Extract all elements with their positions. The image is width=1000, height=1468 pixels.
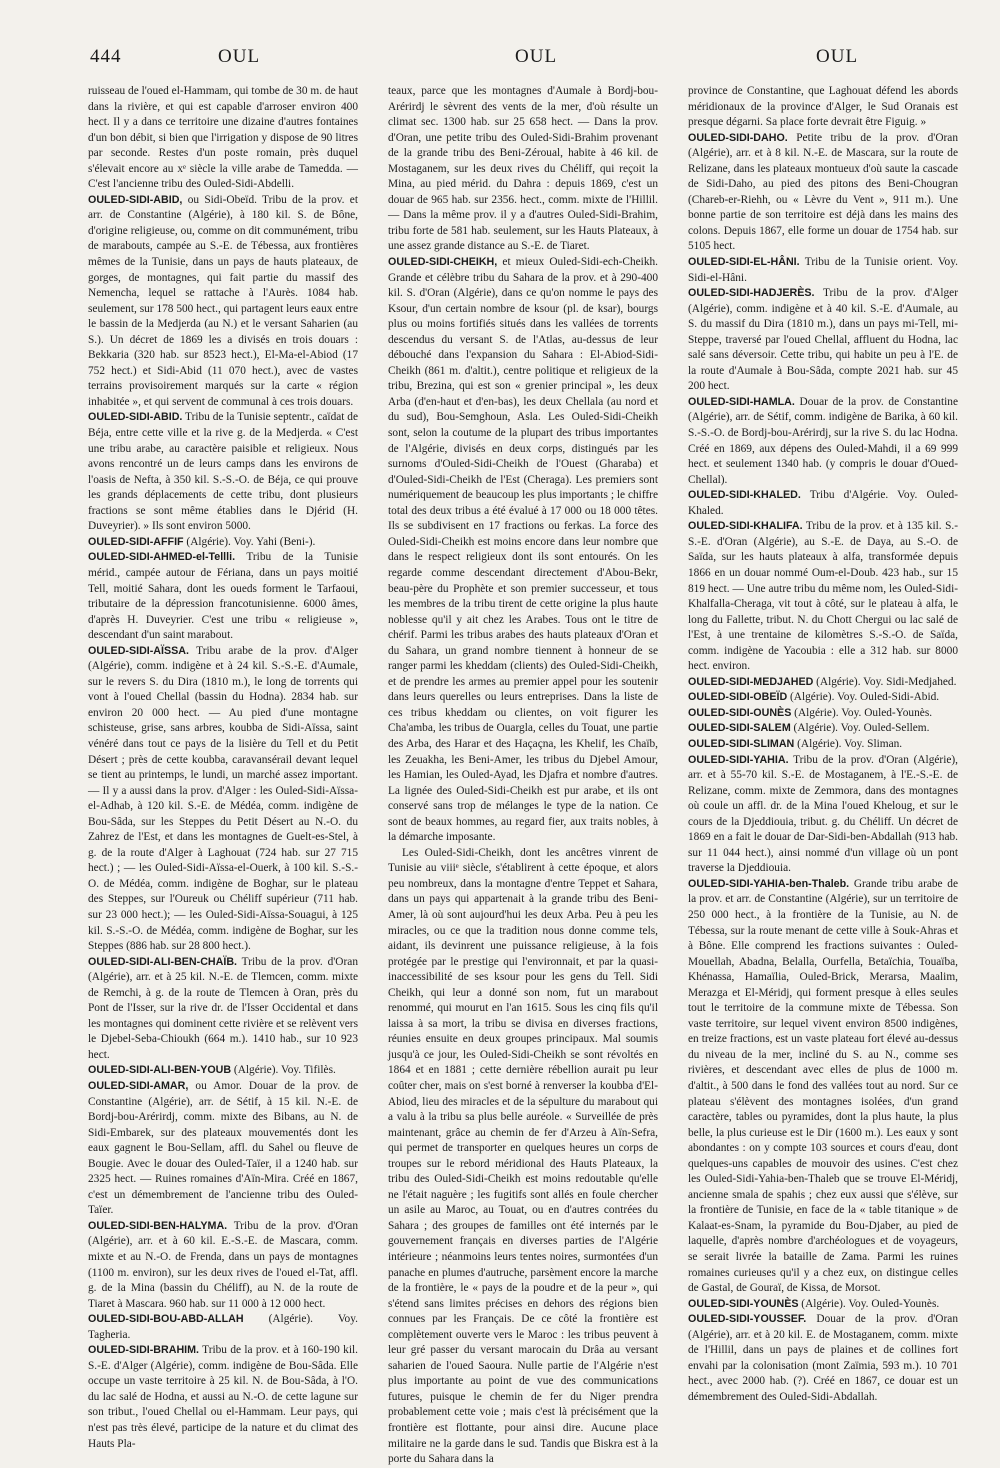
entry-text: (Algérie). Voy. Ouled-Younès. [791, 706, 933, 719]
entry-text: Tribu de la prov. d'Oran (Algérie), arr. et à 55-70 kil. S.-E. de Mostaganem, à l'E.-S.-E. de Relizane, comm. mixte de Zemmora, dans des montagnes où coule un affl. dr. de la Mina l'oued Kheloug, et sur le cours de la Djeddiouia, tribut. g. du Chéliff. Un décret de 1869 en a fait le douar de Dar-Sidi-ben-Abdallah (913 hab. sur 11 044 hect.), ainsi nommé d'un village où un pont traverse la Djeddiouia. [688, 753, 958, 875]
dictionary-entry [88, 550, 358, 643]
entry-headword: OULED-SIDI-AHMED-el-Tellli. [88, 551, 236, 564]
dictionary-entry [88, 84, 358, 193]
entry-headword: OULED-SIDI-HADJERÈS. [688, 287, 815, 300]
entry-text: Tribu de la Tunisie septentr., caïdat de Béja, entre cette ville et la rive g. de la Medjerda. « C'est une tribu arabe, au caractère paisible et religieux. Nous avons rencontré un de leurs camps dans les environs de l'oasis de Nefta, à 350 kil. S.-S.-O. de Béja, ce qui prouve les grands déplacements de cette tribu, dont plusieurs fractions se sont même établies dans le Djérid (H. Duveyrier). » Ils sont environ 5000. [88, 411, 358, 533]
entry-headword: OULED-SIDI-ALI-BEN-CHAÏB. [88, 955, 238, 968]
dictionary-entry [688, 1297, 958, 1313]
entry-text: Tribu d'Algérie. Voy. Ouled-Khaled. [688, 489, 958, 517]
entry-headword: OULED-SIDI-DAHO. [688, 131, 788, 144]
running-head-middle: OUL [515, 46, 558, 67]
dictionary-entry [388, 846, 658, 1468]
dictionary-entry [88, 1063, 358, 1079]
dictionary-entry [388, 84, 658, 255]
entry-text: Douar de la prov. d'Oran (Algérie), arr. et à 20 kil. E. de Mostaganem, comm. mixte de l'Hillil, dans un pays de plaines et de collines fort envahi par la colonisation (mont Zaïmia, 593 m.). 10 701 hect., avec 2000 hab. (?). Créé en 1867, ce douar est un démembrement des Ouled-Sidi-Abdallah. [688, 1313, 958, 1403]
entry-text: (Algérie). Voy. Sliman. [794, 737, 903, 750]
dictionary-entry [88, 1079, 358, 1219]
entry-text: (Algérie). Voy. Ouled-Sidi-Abid. [787, 691, 940, 704]
entry-headword: OULED-SIDI-HAMLA. [688, 395, 795, 408]
text-column-middle [388, 84, 658, 1466]
entry-headword: OULED-SIDI-MEDJAHED [688, 675, 814, 688]
dictionary-entry [688, 1312, 958, 1405]
entry-text: province de Constantine, que Laghouat défend les abords méridionaux de la province d'Alger, le Sud Oranais est presque dégarni. Sa place forte devrait être Figuig. » [688, 85, 958, 129]
entry-text: Tribu de la prov. et à 160-190 kil. S.-E. d'Alger (Algérie), comm. indigène de Bou-Sâda. Elle occupe un vaste territoire à 25 kil. N. de Bou-Sâda, à l'O. du lac salé de Hodna, et aussi au N.-O. de cette lagune sur son tribut., l'oued Chellal ou el-Hammam. Leur pays, qui n'est pas très élevé, participe de la nature et du climat des Hauts Pla- [88, 1344, 358, 1450]
dictionary-entry [688, 131, 958, 255]
dictionary-entry [688, 488, 958, 519]
dictionary-entry [88, 410, 358, 534]
page-number: 444 [90, 46, 122, 67]
entry-text: Tribu de la prov. d'Oran (Algérie), arr. et à 60 kil. E.-S.-E. de Mascara, comm. mixte et au N.-O. de Frenda, dans un pays de montagnes (1100 m. environ), sur les deux rives de l'oued el-Tat, affl. g. de la Mina (bassin du Chéliff), au N. de la route de Tiaret à Mascara. 960 hab. sur 11 000 à 12 000 hect. [88, 1219, 358, 1310]
dictionary-entry [88, 193, 358, 411]
entry-headword: OULED-SIDI-YAHIA. [688, 753, 789, 766]
dictionary-entry [688, 675, 958, 691]
dictionary-entry [88, 1343, 358, 1452]
entry-text: (Algérie). Voy. Ouled-Younès. [798, 1297, 940, 1310]
dictionary-entry [688, 690, 958, 706]
dictionary-entry [88, 535, 358, 551]
dictionary-entry [388, 255, 658, 846]
entry-text: Tribu de la prov. et à 135 kil. S.-S.-E. d'Oran (Algérie), au S.-E. de Daya, au S.-O. de Saïda, sur les hauts plateaux à alfa, transformée depuis 1866 en un douar nommé Oum-el-Doub. 423 hab., sur 15 819 hect. — Une autre tribu du même nom, les Ouled-Sidi-Khalfalla-Cheraga, vit tout à côté, sur le plateau à alfa, le long du Fallette, tribut. N. du Chott Chergui ou lac salé de l'Est, à une trentaine de kilomètres S.-S.-O. de Saïda, comm. indigène de Yacoubia : elle a 312 hab. sur 8000 hect. environ. [688, 520, 958, 673]
entry-headword: OULED-SIDI-SALEM [688, 722, 791, 735]
dictionary-entry [688, 721, 958, 737]
dictionary-entry [88, 955, 358, 1064]
entry-text: Tribu de la prov. d'Alger (Algérie), comm. indigène et à 40 kil. S.-E. d'Aumale, au S. du massif du Dira (1810 m.), dans un pays mi-Tell, mi-Steppe, traversé par l'oued Chellal, affluent du Hodna, lac salé sans déversoir. Cette tribu, qui habite un peu à l'E. de la route d'Aumale à Bou-Sâda, compte 2021 hab. sur 45 200 hect. [688, 287, 958, 393]
entry-text: Les Ouled-Sidi-Cheikh, dont les ancêtres vinrent de Tunisie au viiiᵉ siècle, s'établirent à cette époque, et alors peu nombreux, dans la montagne d'entre Teppet et Sahara, dans un pays qui appartenait à la grande tribu des Beni-Amer, là où sont aujourd'hui les deux Arba. Peu à peu les miracles, ou ce que la tradition nous donne comme tels, aidant, ils devinrent une puissance religieuse, à la fois protégée par le prestige qui l'environnait, et par la quasi-inaccessibilité de ses ksour pour les gens du Tell. Sidi Cheikh, qui leur a donné son nom, fut un marabout renommé, qui mourut en l'an 1615. Sous les cinq fils qu'il laissa à sa mort, la tribu se divisa en diverses fractions, réunies ensuite en deux groupes principaux. Mal soumis jusqu'à ce jour, les Ouled-Sidi-Cheikh se sont révoltés en 1864 et en 1881 ; cette dernière rébellion aurait pu leur coûter cher, mais on s'est borné à renverser la koubba d'El-Abiod, lieu des miracles et de la sépulture du marabout qui a valu à la tribu sa plus belle auréole. « Surveillée de près maintenant, grâce au chemin de fer d'Arzeu à Aïn-Sefra, qui permet de transporter en quelques heures un corps de troupes sur le rebord méridional des Hauts Plateaux, la tribu des Ouled-Sidi-Cheikh est moins redoutable qu'elle ne l'était naguère ; les fugitifs sont allés en foule chercher un asile au Maroc, au Touat, ou en d'autres contrées du Sahara ; des groupes de familles ont été internés par le gouvernement français en diverses parties de l'Algérie intérieure ; néanmoins leurs tentes noires, surmontées d'un panache en plumes d'autruche, parsèment encore la marche de la frontière, le « pays de la poudre et de la peur », qui s'étend sans limites précises en dehors des régions bien connues par les Français. De ce côté la frontière est complètement ouverte vers le Maroc : les tribus peuvent à leur gré passer du versant marocain du Drâa au versant saharien de l'oued Saoura. Nulle partie de l'Algérie n'est plus importante au point de vue des communications futures, puisque le chemin de fer du Niger prendra probablement cette voie ; mais c'est là précisément que la frontière est flottante, pour ainsi dire. Aucune place militaire ne la garde dans le sud. Tandis que Biskra est à la porte du Sahara dans la [388, 846, 658, 1466]
entry-headword: OULED-SIDI-AMAR, [88, 1080, 189, 1092]
dictionary-entry [688, 737, 958, 753]
entry-text: ou Sidi-Obeïd. Tribu de la prov. et arr. de Constantine (Algérie), à 180 kil. S. de Bône, d'origine religieuse, ou, comme on dit communément, tribu de marabouts, campée au S.-E. de Tébessa, aux frontières mêmes de la Tunisie, dans un pays de hauts plateaux, de gorges, de montagnes, qui fait partie du massif des Nemencha, lequel se rattache à l'Aurès. 1084 hab. seulement, sur 178 500 hect., qui partagent leurs eaux entre le bassin de la Medjerda (au N.) et le versant Saharien (au S.). Un décret de 1869 les a divisés en trois douars : Bekkaria (320 hab. sur 8523 hect.), El-Ma-el-Abiod (17 752 hect.) et Sidi-Abid (11 070 hect.), avec de vastes terrains provisoirement marqués sur la carte « région inhabitée », et qui servent de communal à ces trois douars. [88, 193, 358, 408]
running-head-left: OUL [218, 46, 261, 67]
entry-headword: OULED-SIDI-ABID. [88, 411, 183, 424]
entry-text: Tribu de la Tunisie mérid., campée autour de Fériana, dans un pays moitié Tell, moitié Sahara, dont les oueds forment le Tarfaoui, tributaire de la dépression francotunisienne. 6000 âmes, d'après H. Duveyrier. C'est une tribu « religieuse », descendant d'un saint marabout. [88, 551, 358, 642]
entry-text: (Algérie). Voy. Ouled-Sellem. [790, 722, 930, 735]
entry-text: Grande tribu arabe de la prov. et arr. de Constantine (Algérie), sur un territoire de 250 000 hect., à la frontière de la Tunisie, au N. de Tébessa, sur la route menant de cette ville à Souk-Ahras et à Bône. Elle comprend les fractions suivantes : Ouled-Mouellah, Abadna, Belalla, Ourfella, Betaïchia, Touaïba, Khénassa, Hamaïlia, Ouled-Brick, Merarsa, Maalim, Merazga et El-Méridj, qui forment presque à elles seules tout le territoire de la commune mixte de Tébessa. Son vaste territoire, sur lequel vivent environ 8500 indigènes, en treize fractions, est un vaste plateau fort élevé au-dessus du niveau de la mer, incliné du S. au N., comme ses rivières, et descendant avec elles de plus de 1000 m. d'altit., à 500 dans le fond des vallées tout au nord. Sur ce plateau s'élèvent des montagnes isolées, d'un grand caractère, tables ou pyramides, dont la plus haute, la plus belle, la plus curieuse est le Dir (1600 m.). Les eaux y sont abondantes : on y compte 103 sources et cours d'eau, dont quelques-uns capables de mouvoir des usines. C'est chez les Ouled-Sidi-Yahia-ben-Thaleb que se trouve El-Méridj, ancienne smala de spahis ; chez eux aussi que s'élève, sur la frontière de Tunisie, en face de la « table titanique » de Kalaat-es-Snam, la pyramide du Bou-Djaber, au pied de laquelle, d'après nombre d'archéologues et de voyageurs, se serait livrée la bataille de Zama. Parmi les ruines romaines curieuses qu'il y a chez eux, on distingue celles de Gastal, de Gouraï, de Kissa, de Morsot. [688, 877, 958, 1295]
entry-text: Petite tribu de la prov. d'Oran (Algérie), arr. et à 8 kil. N.-E. de Mascara, sur la route de Relizane, dans les plateaux montueux d'où saute la cascade de Sidi-Daho, au pied des pitons des Beni-Chougran (Chareb-er-Riehh, ou « Lèvre du Vent », 911 m.). Une bonne partie de son territoire est déjà dans les mains des colons. Depuis 1867, elle forme un douar de 1754 hab. sur 5105 hect. [688, 131, 958, 253]
entry-text: (Algérie). Voy. Tifilès. [231, 1064, 336, 1077]
entry-text: Tribu de la prov. d'Oran (Algérie), arr. et à 25 kil. N.-E. de Tlemcen, comm. mixte de Remchi, à g. de la route de Tlemcen à Oran, près du Pont de l'Isser, sur la rive dr. de l'Isser Occidental et dans les montagnes qui dominent cette rivière et se relèvent vers le Djebel-Seba-Chioukh (664 m.). 1410 hab., sur 10 923 hect. [88, 955, 358, 1061]
entry-headword: OULED-SIDI-OUNÈS [688, 706, 792, 719]
entry-headword: OULED-SIDI-AÏSSA. [88, 644, 189, 657]
entry-text: (Algérie). Voy. Tagheria. [88, 1313, 358, 1341]
entry-text: (Algérie). Voy. Sidi-Medjahed. [813, 675, 957, 688]
dictionary-entry [688, 753, 958, 877]
entry-text: teaux, parce que les montagnes d'Aumale à Bordj-bou-Arérirdj le sèvrent des vents de la mer, d'où résulte un climat sec. 1300 hab. sur 25 658 hect. — Dans la prov. d'Oran, une petite tribu des Ouled-Sidi-Brahim provenant de la grande tribu des Beni-Zéroual, habite à 46 kil. de Mostaganem, sur les deux rives du Chéliff, qui reçoit la Mina, au pied mérid. du Dahra : depuis 1869, c'est un douar de 965 hab. sur 2356. hect., comm. mixte de l'Hillil. — Dans la même prov. il y a d'autres Ouled-Sidi-Brahim, tribu forte de 581 hab. seulement, sur les Hauts Plateaux, à une assez grande distance au S.-E. de Tiaret. [388, 85, 658, 253]
entry-headword: OULED-SIDI-AFFIF [88, 535, 184, 548]
entry-text: Tribu de la Tunisie orient. Voy. Sidi-el-Hâni. [688, 256, 958, 284]
entry-headword: OULED-SIDI-SLIMAN [688, 737, 795, 750]
dictionary-entry [688, 877, 958, 1297]
entry-headword: OULED-SIDI-CHEIKH, [388, 256, 498, 269]
entry-headword: OULED-SIDI-KHALED. [688, 489, 801, 502]
entry-headword: OULED-SIDI-BRAHIM. [88, 1344, 200, 1357]
entry-text: (Algérie). Voy. Yahi (Beni-). [183, 535, 316, 548]
entry-headword: OULED-SIDI-OBEÏD [688, 691, 788, 704]
entry-headword: OULED-SIDI-EL-HÂNI. [688, 256, 800, 269]
dictionary-entry [688, 84, 958, 131]
dictionary-entry [688, 519, 958, 674]
entry-text: ou Amor. Douar de la prov. de Constantine (Algérie), arr. de Sétif, à 15 kil. N.-E. de Bordj-bou-Arérirdj, comm. mixte des Bibans, au N. de Sidi-Embarek, sur des plateaux mouvementés dont les eaux gagnent le Bou-Sellam, affl. du Sahel ou fleuve de Bougie. Avec le douar des Ouled-Taïer, il a 1240 hab. sur 2325 hect. — Ruines romaines d'Aïn-Mira. Créé en 1867, c'est un démembrement de l'ancienne tribu des Ouled-Taïer. [88, 1080, 358, 1217]
entry-text: ruisseau de l'oued el-Hammam, qui tombe de 30 m. de haut dans la rivière, et qui est capable d'arroser environ 400 hect. Il y a dans ce territoire une dizaine d'autres fontaines d'un bon débit, si bien que l'irrigation y dispose de 90 litres par seconde. Restes d'un poste romain, près duquel s'élevait encore au xᵉ siècle la ville arabe de Tamedda. — C'est l'ancienne tribu des Ouled-Sidi-Abdelli. [88, 85, 358, 191]
dictionary-entry [688, 255, 958, 286]
entry-headword: OULED-SIDI-YOUNÈS [688, 1297, 799, 1310]
entry-headword: OULED-SIDI-YOUSSEF. [688, 1313, 807, 1326]
entry-headword: OULED-SIDI-BOU-ABD-ALLAH [88, 1313, 244, 1326]
entry-text: Douar de la prov. de Constantine (Algérie), arr. de Sétif, comm. indigène de Barika, à 60 kil. S.-S.-O. de Bordj-bou-Arérirdj, sur la rive S. du lac Hodna. Créé en 1869, aux dépens des Ouled-Mahdi, il a 69 999 hect. et seulement 1340 hab. (y compris le douar d'Oued-Chellal). [688, 395, 958, 486]
entry-headword: OULED-SIDI-ABID, [88, 193, 183, 206]
entry-headword: OULED-SIDI-BEN-HALYMA. [88, 1219, 228, 1232]
dictionary-entry [88, 1312, 358, 1343]
entry-headword: OULED-SIDI-KHALIFA. [688, 520, 803, 533]
dictionary-entry [688, 395, 958, 488]
entry-headword: OULED-SIDI-ALI-BEN-YOUB [88, 1064, 232, 1077]
dictionary-entry [88, 1219, 358, 1312]
entry-headword: OULED-SIDI-YAHIA-ben-Thaleb. [688, 877, 850, 890]
text-column-right [688, 84, 958, 1403]
dictionary-entry [88, 644, 358, 955]
entry-text: Tribu arabe de la prov. d'Alger (Algérie), comm. indigène et à 24 kil. S.-S.-E. d'Aumale, sur le revers S. du Dira (1810 m.), le long de torrents qui vont à l'oued Chellal (bassin du Hodna). 2834 hab. sur environ 20 000 hect. — Au pied d'une montagne schisteuse, grise, sans arbres, koubba de Sidi-Aïssa, saint vénéré dans tout ce pays de la lisière du Tell et du Petit Désert ; près de cette koubba, caravansérail devant lequel se tient au printemps, le lundi, un marché assez important. — Il y a aussi dans la prov. d'Alger : les Ouled-Sidi-Aïssa-el-Adhab, à 120 kil. S.-E. de Médéa, comm. indigène de Bou-Sâda, sur les Steppes du Petit Désert au N.-O. du Zahrez de l'Est, et dans les montagnes de Guelt-es-Stel, à g. de la route d'Alger à Laghouat (724 hab. sur 27 715 hect.) ; — les Ouled-Sidi-Aïssa-el-Ouerk, à 100 kil. S.-S.-O. de Médéa, comm. indigène de Boghar, sur le plateau des Steppes, sur l'Oureuk ou Chéliff supérieur (711 hab. sur 23 000 hect.); — les Ouled-Sidi-Aïssa-Souagui, à 125 kil. S.-S.-O. de Médéa, comm. indigène de Boghar, sur les Steppes (886 hab. sur 28 800 hect.). [88, 644, 358, 953]
dictionary-entry [688, 286, 958, 395]
running-header [90, 46, 950, 80]
running-head-right: OUL [816, 46, 859, 67]
text-column-left [88, 84, 358, 1450]
dictionary-entry [688, 706, 958, 722]
entry-text: et mieux Ouled-Sidi-ech-Cheikh. Grande et célèbre tribu du Sahara de la prov. et à 290-400 kil. S. d'Oran (Algérie), dans ce qu'on nomme le pays des Ksour, d'un certain nombre de ksour (pl. de ksar), bourgs plus ou moins fortifiés situés dans les vallées de torrents descendus du versant S. de l'Atlas, au-dessus de leur débouché dans l'expansion du Sahara : El-Abiod-Sidi-Cheikh (861 m. d'altit.), centre politique et religieux de la tribu, Brezina, qui est son « grenier principal », les deux Arba (d'en-haut et d'en-bas), les deux Chellala (au nord et du sud), Bou-Semghoun, Asla. Les Ouled-Sidi-Cheikh sont, selon la coutume de la plupart des tribus importantes de l'Algérie, divisés en deux corps, distingués par les surnoms d'Ouled-Sidi-Cheikh de l'Ouest (Gharaba) et d'Ouled-Sidi-Cheikh de l'Est (Cheraga). Les premiers sont numériquement de beaucoup les plus importants ; le chiffre total des deux tribus a été évalué à 17 000 ou 18 000 têtes. Ils se subdivisent en 17 fractions ou ferkas. La force des Ouled-Sidi-Cheikh est moins encore dans leur nombre que dans le respect religieux dont ils sont entourés. On les regarde comme descendant directement d'Abou-Bekr, beau-père du Prophète et son premier successeur, et tous les membres de la tribu tirent de cette origine la plus haute noblesse qu'il y ait chez les Arabes. Tous ont le titre de chérif. Parmi les tribus arabes des hauts plateaux d'Oran et du Sahara, un grand nombre tiennent à honneur de se ranger parmi les kheddam (clients) des Ouled-Sidi-Cheikh, et de prendre les armes au premier appel pour les soutenir dans leurs querelles ou leurs entreprises. Dans la liste de ces tribus kheddam ou clientes, on voit figurer les Cha'amba, les tribus de Ouargla, celles du Touat, une partie des Arba, des Harar et des Haçaçna, les Khelif, les Chaïb, les Zeuakha, les Beni-Amer, les tribus du Djebel Amour, les Hamian, les Ouled-Ayad, les Djafra et nombre d'autres. La lignée des Ouled-Sidi-Cheikh est pur arabe, et ils ont conservé sans trop de mélanges le type de la nation. Ce sont de beaux hommes, au regard fier, aux traits nobles, à la démarche imposante. [388, 256, 658, 844]
